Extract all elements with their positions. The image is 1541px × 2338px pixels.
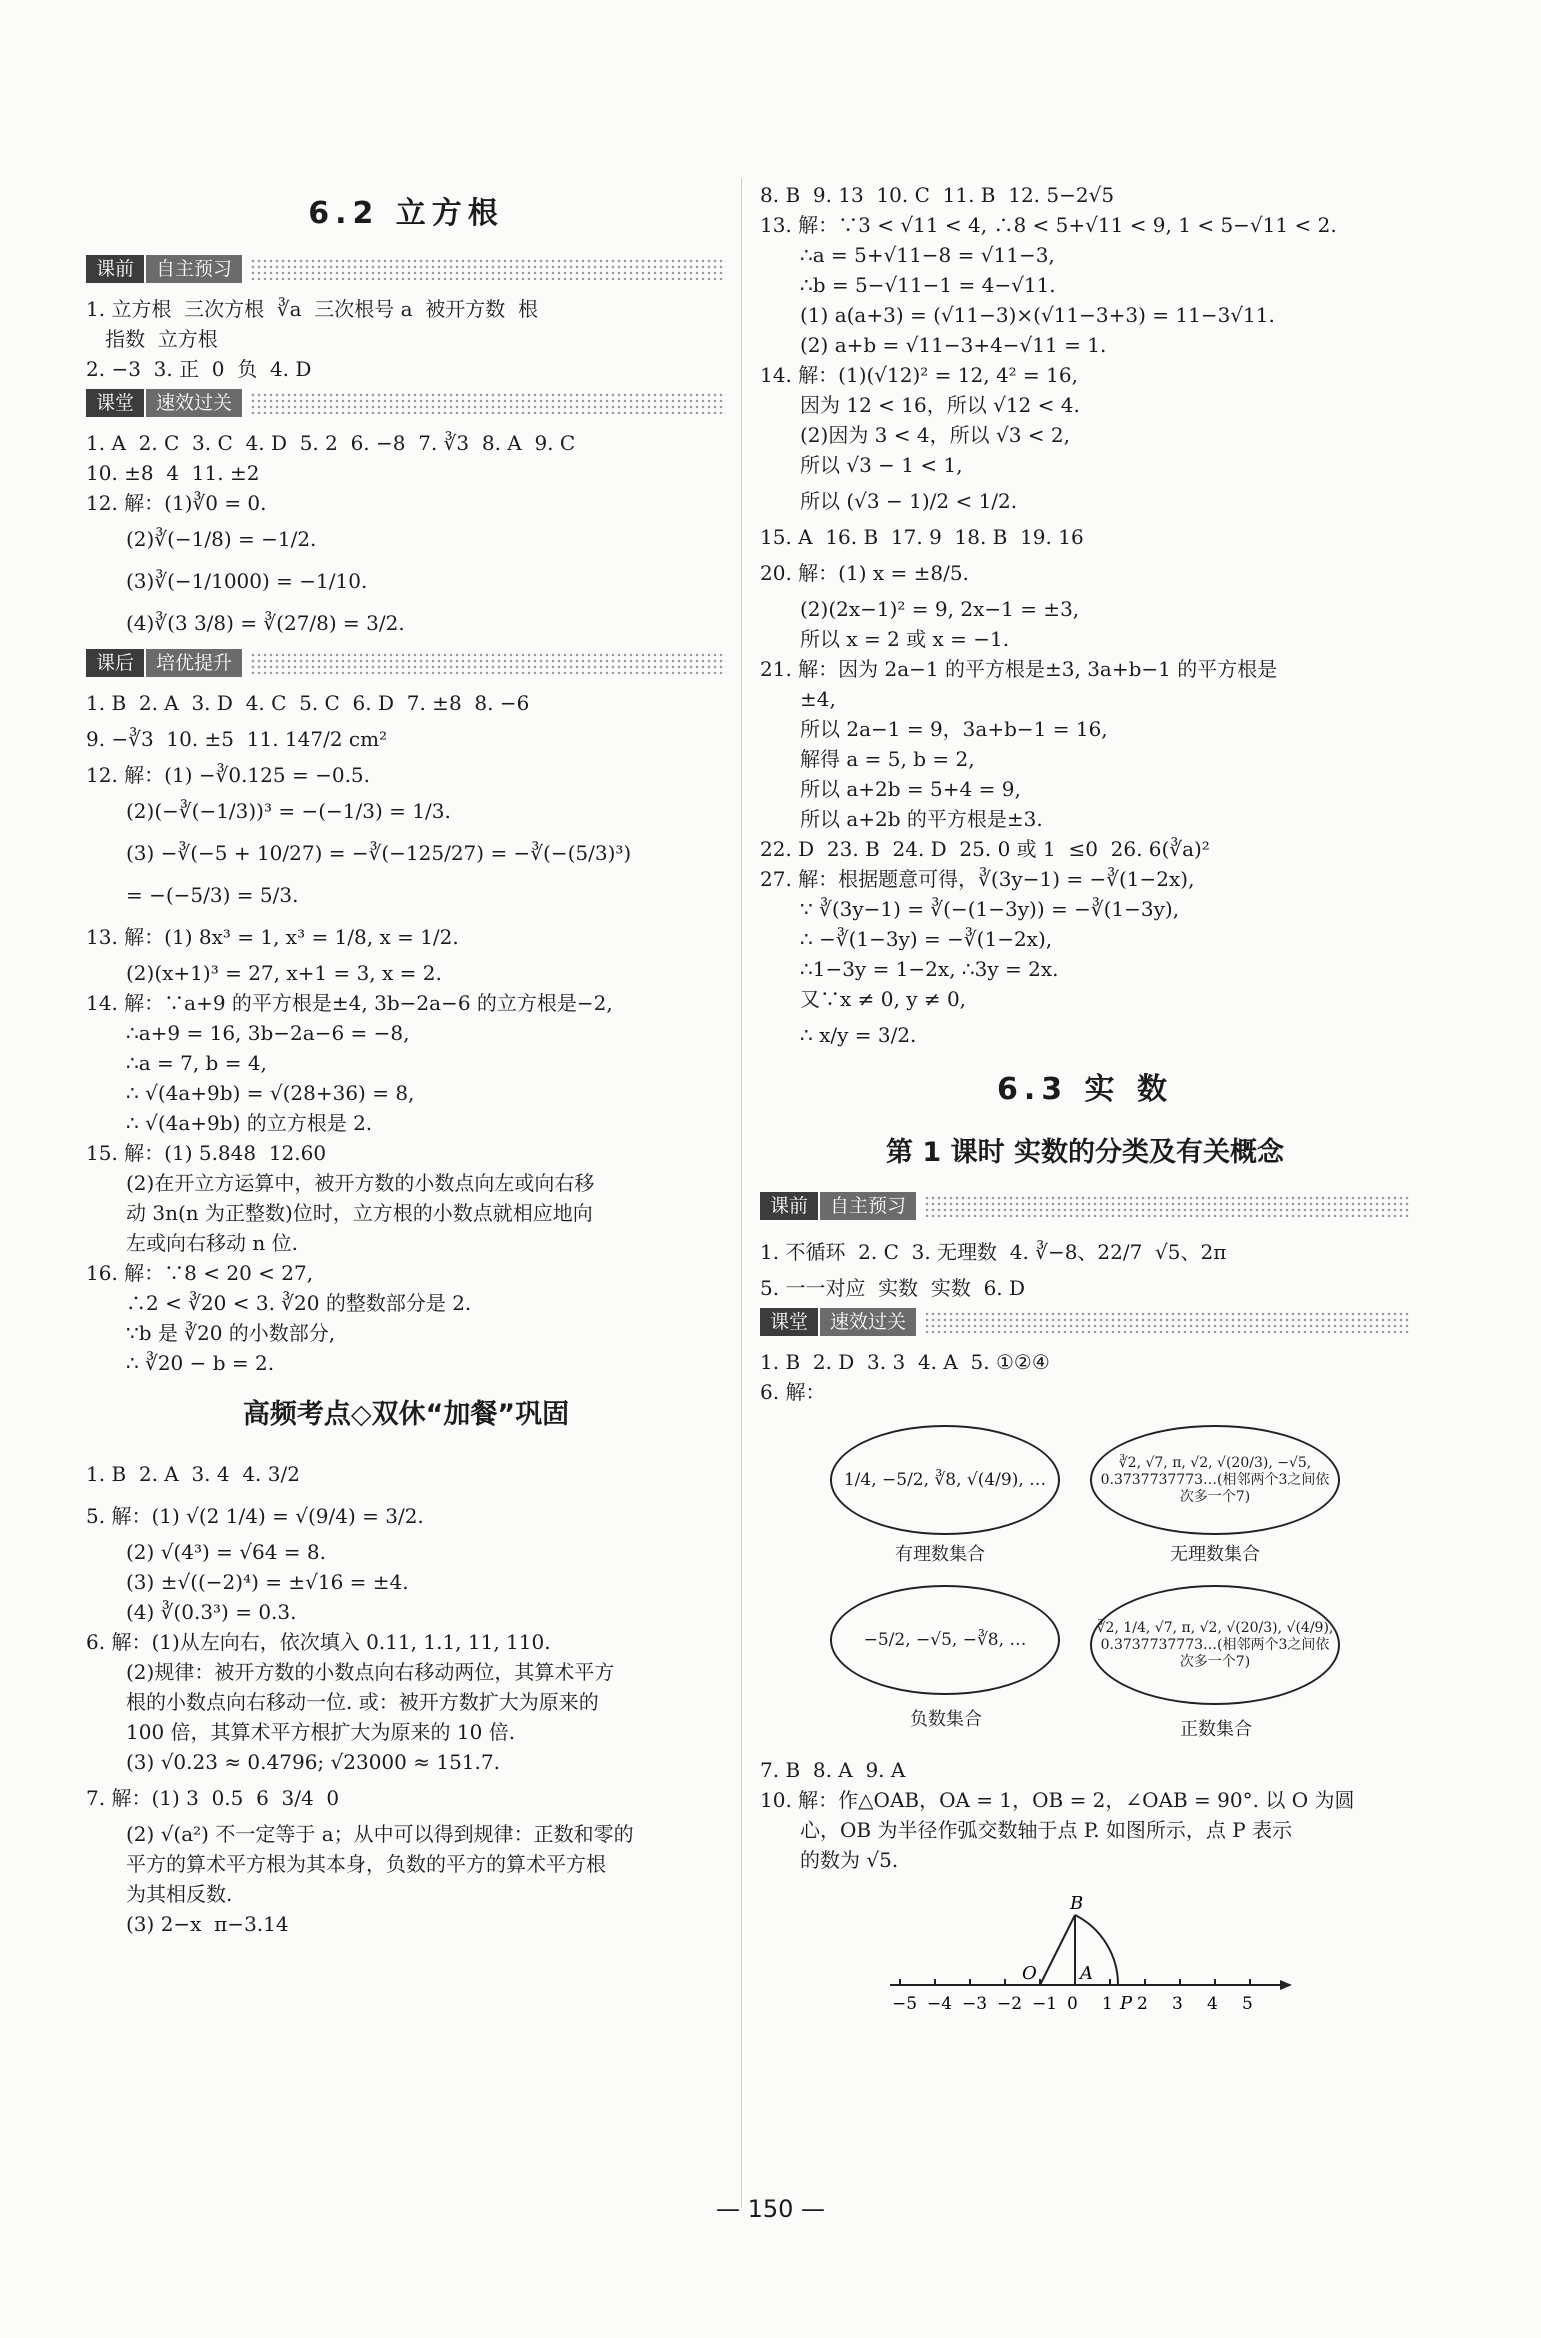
answer-line: ∴b = 5−√11−1 = 4−√11. [800, 273, 1056, 297]
tick-label: −4 [927, 1994, 953, 2014]
answer-line: ∴a = 7, b = 4, [126, 1051, 267, 1075]
answer-line: 22. D 23. B 24. D 25. 0 或 1 ≤0 26. 6(∛a)² [760, 837, 1210, 861]
answer-line: 所以 a+2b = 5+4 = 9, [800, 777, 1021, 801]
banner-tag: 课前 [760, 1192, 818, 1220]
answer-line: 又∵x ≠ 0, y ≠ 0, [800, 987, 967, 1011]
answer-line: ∴ √(4a+9b) 的立方根是 2. [126, 1111, 373, 1135]
irrational-set-ellipse: ∛2, √7, π, √2, √(20/3), −√5, 0.3737737773…(相邻两个3之间依次多一个7) [1090, 1425, 1340, 1535]
answer-line: 心，OB 为半径作弧交数轴于点 P. 如图所示，点 P 表示 [800, 1818, 1293, 1842]
answer-line: ∵ ∛(3y−1) = ∛(−(1−3y)) = −∛(1−3y), [800, 897, 1180, 921]
answer-line: ±4, [800, 687, 836, 711]
answer-line: 1. A 2. C 3. C 4. D 5. 2 6. −8 7. ∛3 8. A 9. C [86, 431, 576, 455]
tick-label: 5 [1242, 1994, 1253, 2014]
answer-line: (2) a+b = √11−3+4−√11 = 1. [800, 333, 1107, 357]
answer-line: (3) 2−x π−3.14 [126, 1912, 289, 1936]
answer-line: 14. 解：∵a+9 的平方根是±4, 3b−2a−6 的立方根是−2, [86, 991, 613, 1015]
banner-tag: 课后 [86, 649, 144, 677]
answer-line: 12. 解：(1)∛0 = 0. [86, 491, 267, 515]
answer-line: 14. 解：(1)(√12)² = 12, 4² = 16, [760, 363, 1078, 387]
answer-line: 8. B 9. 13 10. C 11. B 12. 5−2√5 [760, 183, 1115, 207]
section-title-6-3: 6.3 实 数 [996, 1072, 1174, 1107]
answer-line: 所以 x = 2 或 x = −1. [800, 627, 1010, 651]
answer-line: (2)∛(−1/8) = −1/2. [126, 527, 317, 551]
answer-line: ∴a = 5+√11−8 = √11−3, [800, 243, 1055, 267]
answer-line: 9. −∛3 10. ±5 11. 147/2 cm² [86, 727, 388, 751]
answer-line: 为其相反数. [126, 1882, 233, 1906]
answer-line: (2) √(4³) = √64 = 8. [126, 1540, 326, 1564]
irrational-set-label: 无理数集合 [1170, 1544, 1260, 1565]
answer-line: 10. 解：作△OAB，OA = 1，OB = 2，∠OAB = 90°. 以 O 为圆 [760, 1788, 1355, 1812]
answer-line: 12. 解：(1) −∛0.125 = −0.5. [86, 763, 371, 787]
answer-line: (4)∛(3 3/8) = ∛(27/8) = 3/2. [126, 611, 405, 635]
answer-line: ∴2 < ∛20 < 3. ∛20 的整数部分是 2. [126, 1291, 472, 1315]
answer-line: 10. ±8 4 11. ±2 [86, 461, 260, 485]
banner-tag2: 自主预习 [820, 1192, 916, 1220]
answer-line: 2. −3 3. 正 0 负 4. D [86, 357, 312, 381]
answer-line: (1) a(a+3) = (√11−3)×(√11−3+3) = 11−3√11. [800, 303, 1275, 327]
answer-line: 5. 解：(1) √(2 1/4) = √(9/4) = 3/2. [86, 1504, 424, 1528]
answer-line: ∴ x/y = 3/2. [800, 1023, 917, 1047]
left-column [86, 180, 726, 1939]
answer-line: 所以 2a−1 = 9，3a+b−1 = 16, [800, 717, 1108, 741]
answer-line: 1. B 2. D 3. 3 4. A 5. ①②④ [760, 1350, 1050, 1374]
label-b: B [1070, 1893, 1084, 1914]
number-line-svg [880, 1885, 1300, 2025]
negative-set-ellipse: −5/2, −√5, −∛8, … [830, 1585, 1060, 1695]
column-divider [741, 178, 742, 2208]
answer-line: 100 倍，其算术平方根扩大为原来的 10 倍. [126, 1720, 516, 1744]
tick-label: 2 [1137, 1994, 1148, 2014]
rational-set-label: 有理数集合 [895, 1544, 985, 1565]
answer-line: 6. 解：(1)从左向右，依次填入 0.11, 1.1, 11, 110. [86, 1630, 551, 1654]
banner-tag2: 速效过关 [820, 1308, 916, 1336]
answer-line: 6. 解： [760, 1380, 826, 1404]
answer-line: 左或向右移动 n 位. [126, 1231, 298, 1255]
answer-line: ∴ −∛(1−3y) = −∛(1−2x), [800, 927, 1053, 951]
number-line-figure [760, 1885, 1410, 2025]
answer-line: 13. 解：(1) 8x³ = 1, x³ = 1/8, x = 1/2. [86, 925, 459, 949]
answer-line: 13. 解：∵3 < √11 < 4, ∴8 < 5+√11 < 9, 1 < 5−√11 < 2. [760, 213, 1337, 237]
answer-line: 1. B 2. A 3. D 4. C 5. C 6. D 7. ±8 8. −6 [86, 691, 530, 715]
segment-ob [1040, 1915, 1075, 1985]
answer-line: 因为 12 < 16，所以 √12 < 4. [800, 393, 1080, 417]
banner-dots [250, 652, 726, 674]
answer-line: 7. 解：(1) 3 0.5 6 3/4 0 [86, 1786, 340, 1810]
label-p: P [1120, 1993, 1133, 2014]
page-number: — 150 — [715, 2195, 826, 2223]
section-title-6-2: 6.2 立方根 [308, 196, 504, 231]
answer-line: 1. 不循环 2. C 3. 无理数 4. ∛−8、22/7 √5、2π [760, 1240, 1227, 1264]
tick-label: 3 [1172, 1994, 1183, 2014]
answer-line: 16. 解：∵8 < 20 < 27, [86, 1261, 314, 1285]
answer-line: (2)在开立方运算中，被开方数的小数点向左或向右移 [126, 1171, 595, 1195]
tick-label: 0 [1067, 1994, 1078, 2014]
set-diagrams [760, 1415, 1410, 1745]
banner-dots [250, 392, 726, 414]
banner-dots [924, 1311, 1410, 1333]
banner-tag: 课前 [86, 255, 144, 283]
answer-line: ∴ √(4a+9b) = √(28+36) = 8, [126, 1081, 415, 1105]
banner-dots [924, 1195, 1410, 1217]
answer-line: 根的小数点向右移动一位. 或：被开方数扩大为原来的 [126, 1690, 599, 1714]
banner-tag2: 自主预习 [146, 255, 242, 283]
answer-line: (2)规律：被开方数的小数点向右移动两位，其算术平方 [126, 1660, 615, 1684]
answer-line: 解得 a = 5, b = 2, [800, 747, 975, 771]
label-a: A [1080, 1963, 1093, 1984]
answer-line: (2)(−∛(−1/3))³ = −(−1/3) = 1/3. [126, 799, 451, 823]
answer-line: 1. 立方根 三次方根 ∛a 三次根号 a 被开方数 根 [86, 297, 538, 321]
answer-line: (3) √0.23 ≈ 0.4796; √23000 ≈ 151.7. [126, 1750, 500, 1774]
tick-label: −1 [1032, 1994, 1058, 2014]
negative-set-label: 负数集合 [910, 1709, 982, 1730]
answer-line: 所以 a+2b 的平方根是±3. [800, 807, 1043, 831]
lesson-title: 第 1 课时 实数的分类及有关概念 [886, 1137, 1284, 1168]
answer-line: 7. B 8. A 9. A [760, 1758, 906, 1782]
banner-after [86, 648, 726, 678]
answer-line: ∴a+9 = 16, 3b−2a−6 = −8, [126, 1021, 410, 1045]
answer-line: (4) ∛(0.3³) = 0.3. [126, 1600, 297, 1624]
answer-line: (2)因为 3 < 4，所以 √3 < 2, [800, 423, 1070, 447]
banner-dots [250, 258, 726, 280]
tick-label: 4 [1207, 1994, 1218, 2014]
answer-line: ∵b 是 ∛20 的小数部分, [126, 1321, 336, 1345]
banner-class [86, 388, 726, 418]
tick-label: −5 [892, 1994, 918, 2014]
tick-label: −2 [997, 1994, 1023, 2014]
answer-line: (2) √(a²) 不一定等于 a；从中可以得到规律：正数和零的 [126, 1822, 634, 1846]
rational-set-ellipse: 1/4, −5/2, ∛8, √(4/9), … [830, 1425, 1060, 1535]
answer-line: 20. 解：(1) x = ±8/5. [760, 561, 969, 585]
answer-line: (3)∛(−1/1000) = −1/10. [126, 569, 368, 593]
tick-label: 1 [1102, 1994, 1113, 2014]
label-o: O [1022, 1963, 1037, 1984]
answer-line: = −(−5/3) = 5/3. [126, 883, 299, 907]
answer-line: (3) −∛(−5 + 10/27) = −∛(−125/27) = −∛(−(5/3)³) [126, 841, 632, 865]
banner-preview [760, 1191, 1410, 1221]
answer-line: 所以 (√3 − 1)/2 < 1/2. [800, 489, 1018, 513]
banner-tag: 课堂 [86, 389, 144, 417]
answer-line: (2)(x+1)³ = 27, x+1 = 3, x = 2. [126, 961, 442, 985]
positive-set-ellipse: ∛2, 1/4, √7, π, √2, √(20/3), √(4/9), 0.3737737773…(相邻两个3之间依次多一个7) [1090, 1585, 1340, 1705]
banner-tag2: 速效过关 [146, 389, 242, 417]
answer-line: 1. B 2. A 3. 4 4. 3/2 [86, 1462, 300, 1486]
answer-line: 15. 解：(1) 5.848 12.60 [86, 1141, 327, 1165]
answer-line: (2)(2x−1)² = 9, 2x−1 = ±3, [800, 597, 1080, 621]
answer-line: 27. 解：根据题意可得，∛(3y−1) = −∛(1−2x), [760, 867, 1195, 891]
tick-label: −3 [962, 1994, 988, 2014]
answer-line: 平方的算术平方根为其本身，负数的平方的算术平方根 [126, 1852, 606, 1876]
right-column [760, 180, 1410, 2025]
answer-line: 21. 解：因为 2a−1 的平方根是±3, 3a+b−1 的平方根是 [760, 657, 1278, 681]
answer-line: 动 3n(n 为正整数)位时，立方根的小数点就相应地向 [126, 1201, 593, 1225]
answer-line: 的数为 √5. [800, 1848, 899, 1872]
banner-class [760, 1307, 1410, 1337]
axis-arrow [1280, 1980, 1292, 1990]
banner-tag: 课堂 [760, 1308, 818, 1336]
answer-line: (3) ±√((−2)⁴) = ±√16 = ±4. [126, 1570, 409, 1594]
answer-line: 15. A 16. B 17. 9 18. B 19. 16 [760, 525, 1084, 549]
answer-line: 5. 一一对应 实数 实数 6. D [760, 1276, 1026, 1300]
answer-line: 所以 √3 − 1 < 1, [800, 453, 963, 477]
answer-line: 指数 立方根 [86, 327, 218, 351]
banner-tag2: 培优提升 [146, 649, 242, 677]
positive-set-label: 正数集合 [1180, 1719, 1252, 1740]
answer-line: ∴ ∛20 − b = 2. [126, 1351, 275, 1375]
weekend-review-title: 高频考点◇双休“加餐”巩固 [242, 1399, 570, 1430]
banner-preview [86, 254, 726, 284]
answer-line: ∴1−3y = 1−2x, ∴3y = 2x. [800, 957, 1059, 981]
